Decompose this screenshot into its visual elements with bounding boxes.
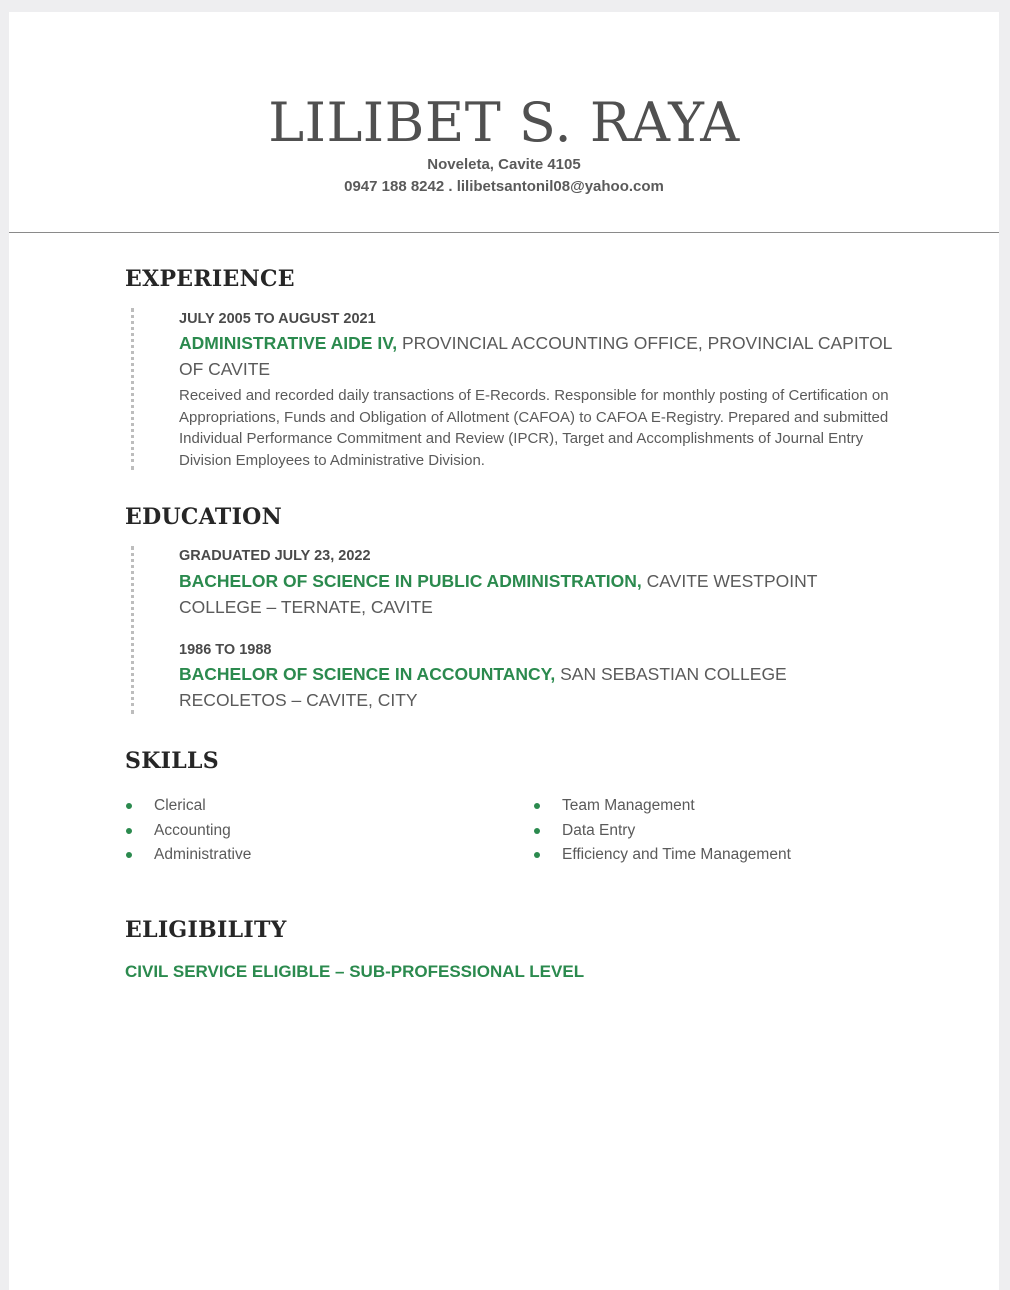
education-school: SAN SEBASTIAN COLLEGE RECOLETOS – CAVITE, CITY: [179, 664, 787, 710]
experience-organization: PROVINCIAL ACCOUNTING OFFICE, PROVINCIAL CAPITOL OF CAVITE: [179, 333, 892, 379]
bullet-icon: [534, 803, 540, 809]
experience-title: [179, 330, 899, 382]
education-date: GRADUATED JULY 23, 2022: [179, 548, 371, 564]
bullet-icon: [126, 852, 132, 858]
education-heading: EDUCATION: [125, 504, 283, 530]
eligibility-heading: ELIGIBILITY: [125, 917, 287, 943]
education-title: [179, 661, 899, 713]
skill-item: [125, 819, 251, 844]
skill-item: [533, 843, 791, 868]
skill-item: [533, 819, 791, 844]
skill-item: [533, 794, 791, 819]
contact-address: Noveleta, Cavite 4105: [427, 156, 581, 173]
skill-label: Clerical: [154, 797, 206, 814]
skill-item: [125, 843, 251, 868]
bullet-icon: [534, 852, 540, 858]
bullet-icon: [126, 803, 132, 809]
skill-label: Data Entry: [562, 821, 636, 839]
education-timeline: [131, 546, 134, 714]
education-degree: BACHELOR OF SCIENCE IN PUBLIC ADMINISTRATION,: [179, 571, 642, 591]
skills-heading: SKILLS: [125, 748, 219, 774]
experience-role: ADMINISTRATIVE AIDE IV,: [179, 333, 398, 353]
skills-list-left: [125, 794, 251, 868]
eligibility-value: CIVIL SERVICE ELIGIBLE – SUB-PROFESSIONAL LEVEL: [125, 962, 585, 981]
skill-label: Administrative: [154, 846, 252, 863]
resume-page: [9, 12, 999, 1290]
education-school: CAVITE WESTPOINT COLLEGE – TERNATE, CAVITE: [179, 571, 818, 617]
skills-list-right: [533, 794, 791, 868]
education-date: 1986 TO 1988: [179, 642, 272, 658]
bullet-icon: [126, 828, 132, 834]
education-title: [179, 568, 899, 620]
candidate-name: LILIBET S. RAYA: [268, 91, 740, 154]
education-degree: BACHELOR OF SCIENCE IN ACCOUNTANCY,: [179, 664, 556, 684]
contact-phone-email: 0947 188 8242 . lilibetsantonil08@yahoo.com: [344, 178, 664, 195]
experience-date: JULY 2005 TO AUGUST 2021: [179, 311, 376, 327]
experience-timeline: [131, 308, 134, 470]
skill-item: [125, 794, 251, 819]
skill-label: Efficiency and Time Management: [562, 846, 791, 863]
skill-label: Accounting: [154, 821, 231, 839]
experience-heading: EXPERIENCE: [125, 266, 295, 292]
skill-label: Team Management: [562, 797, 695, 814]
experience-description: Received and recorded daily transactions of E-Records. Responsible for monthly posting of Certification on Appropriations, Funds and Obligation of Allotment (CAFOA) to CAFOA E-Registry. Prepared and submitted Individual Performance Commitment and Review (IPCR), Target and Accomplishments of Journal Entry Division Employees to Administrative Division.: [179, 387, 889, 470]
bullet-icon: [534, 828, 540, 834]
header-divider: [9, 232, 999, 233]
